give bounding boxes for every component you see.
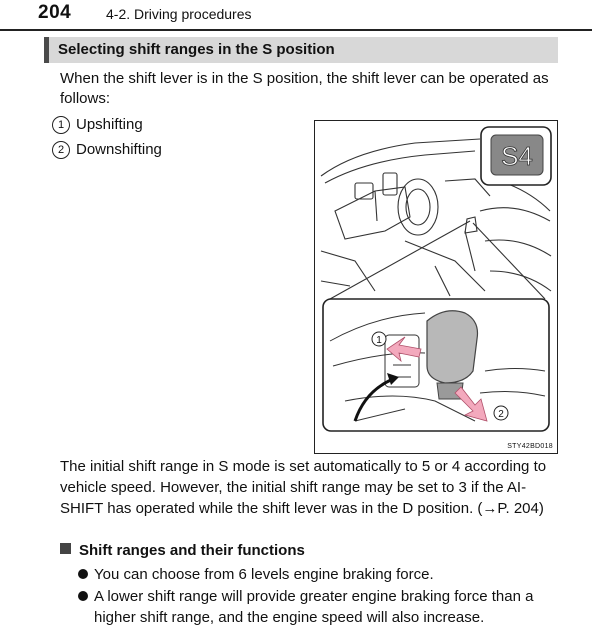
section-heading-bar xyxy=(44,37,49,63)
bullet-text: You can choose from 6 levels engine braking force. xyxy=(94,566,434,583)
callout-2-label: 2 xyxy=(498,409,504,420)
step-number-2: 2 xyxy=(52,141,70,159)
header-rule xyxy=(0,29,592,31)
illustration-svg xyxy=(315,121,557,453)
figure-code: STY42BD018 xyxy=(507,443,553,450)
step-label: Upshifting xyxy=(76,116,143,133)
display-s4-text: S4 xyxy=(501,141,533,171)
subsection-heading xyxy=(60,542,305,559)
callout-1-label: 1 xyxy=(376,335,382,346)
step-number-1: 1 xyxy=(52,116,70,134)
step-label: Downshifting xyxy=(76,141,162,158)
step-upshifting xyxy=(52,116,143,136)
bullet-dot-icon xyxy=(78,591,88,601)
bullet-dot-icon xyxy=(78,569,88,579)
square-bullet-icon xyxy=(60,543,71,554)
bullet-text: A lower shift range will provide greater engine braking force than a higher shift range, and the engine speed will also increase. xyxy=(94,588,534,626)
step-downshifting xyxy=(52,141,162,161)
section-heading xyxy=(44,37,558,63)
bullet-item xyxy=(78,586,556,628)
bullet-item xyxy=(78,564,556,585)
page-number: 204 xyxy=(38,2,72,23)
intro-paragraph: When the shift lever is in the S position, the shift lever can be operated as follows: xyxy=(60,70,549,107)
shift-lever-illustration xyxy=(314,120,558,454)
body-paragraph: The initial shift range in S mode is set automatically to 5 or 4 according to vehicle speed. However, the initial shift range may be set to 3 if the AI-SHIFT has operated while the shift lever was in the D position. (→P. 204) xyxy=(60,458,547,517)
section-title: Selecting shift ranges in the S position xyxy=(58,41,335,58)
subsection-title: Shift ranges and their functions xyxy=(79,542,305,559)
header-title: 4-2. Driving procedures xyxy=(106,6,252,22)
